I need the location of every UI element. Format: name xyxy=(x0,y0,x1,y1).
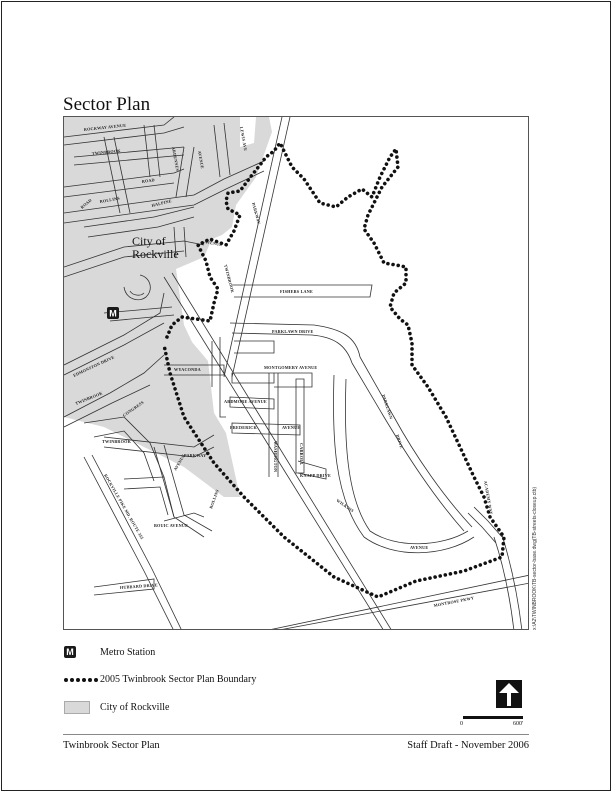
street-label: PARKWAY xyxy=(251,201,262,225)
street-label: AVENUE xyxy=(172,453,187,472)
street-label: ROCKVILLE PIKE MD. ROUTE 355 xyxy=(103,473,145,541)
city-label-line2: Rockville xyxy=(132,247,179,261)
street-label: TWINBROOK xyxy=(223,263,236,294)
street-label: PARKLAWN xyxy=(381,393,394,420)
street-label: ARDMORE AVENUE xyxy=(224,399,267,404)
street-label: PARKWAY xyxy=(184,453,207,458)
street-label: WILKINS xyxy=(335,497,355,514)
city-swatch-icon xyxy=(64,701,90,714)
street-label: ROLLINS xyxy=(99,195,121,204)
street-label: ROLLINS xyxy=(208,488,220,510)
street-label: AVENUE xyxy=(203,239,223,248)
street-label: BOUIC AVENUE xyxy=(154,523,189,528)
scale-bar-group xyxy=(460,680,528,730)
boundary-legend-icon xyxy=(64,678,98,682)
scale-distance: 600' xyxy=(513,721,524,727)
footer-rule xyxy=(63,734,529,735)
sector-map xyxy=(63,116,529,630)
legend-boundary-label: 2005 Twinbrook Sector Plan Boundary xyxy=(100,674,257,685)
street-label: TWINBROOK xyxy=(74,390,104,406)
street-label: FISHERS LANE xyxy=(280,289,314,294)
street-label: CARROLL xyxy=(299,443,304,466)
street-label: MONTROSE PKWY xyxy=(433,595,475,608)
north-arrow-icon xyxy=(496,680,522,708)
legend-city xyxy=(64,701,169,714)
street-label: DRIVE xyxy=(395,433,405,450)
city-label-line1: City of xyxy=(132,234,166,248)
street-label: MONTGOMERY AVENUE xyxy=(264,365,318,370)
street-label: HALPINE xyxy=(151,198,173,208)
metro-station-letter: M xyxy=(109,308,117,319)
footer-document-title: Twinbrook Sector Plan xyxy=(63,740,160,751)
page-title: Sector Plan xyxy=(63,94,151,115)
scale-start: 0 xyxy=(460,721,463,727)
street-label: AVENUE xyxy=(410,545,429,550)
street-label: FREDERICK xyxy=(230,425,257,430)
street-label: ROAD xyxy=(141,177,156,184)
street-label: KNAPP DRIVE xyxy=(300,473,331,478)
street-label: WYACONDA xyxy=(174,367,201,372)
legend-metro-label: Metro Station xyxy=(100,646,156,658)
street-label: HUBBARD DRIVE xyxy=(119,582,159,590)
scale-bar xyxy=(463,716,523,719)
legend-city-label: City of Rockville xyxy=(100,702,170,713)
street-label: LEWIS AVE xyxy=(239,126,249,152)
map-canvas xyxy=(64,117,529,630)
street-label: ROCKWAY AVENUE xyxy=(83,122,127,132)
legend-metro xyxy=(64,646,155,658)
street-label: CONGRESS xyxy=(121,399,145,418)
street-label: AVENUE xyxy=(197,150,206,170)
street-label: ROAD xyxy=(79,197,93,210)
metro-legend-icon: M xyxy=(64,646,76,658)
street-label: PARKLAWN DRIVE xyxy=(272,329,314,334)
legend-boundary xyxy=(64,674,256,685)
street-label: ARDENNES xyxy=(171,146,181,172)
street-label: AVENUE xyxy=(282,425,301,430)
street-label: TWINBROOK xyxy=(91,147,121,156)
street-label: TWINBROOK xyxy=(102,439,132,444)
street-label: ACADEMY WAY xyxy=(483,480,494,515)
file-path-note xyxy=(530,470,542,630)
footer-draft-date: Staff Draft - November 2006 xyxy=(407,740,529,751)
street-label: EDMONSTON DRIVE xyxy=(72,354,116,378)
file-path-text: x:\A2\TWINBROOK\TB-sector-base.dwg(TB-streets-closeup.ctb) xyxy=(532,486,538,630)
street-label: WASHINGTON xyxy=(273,441,278,473)
